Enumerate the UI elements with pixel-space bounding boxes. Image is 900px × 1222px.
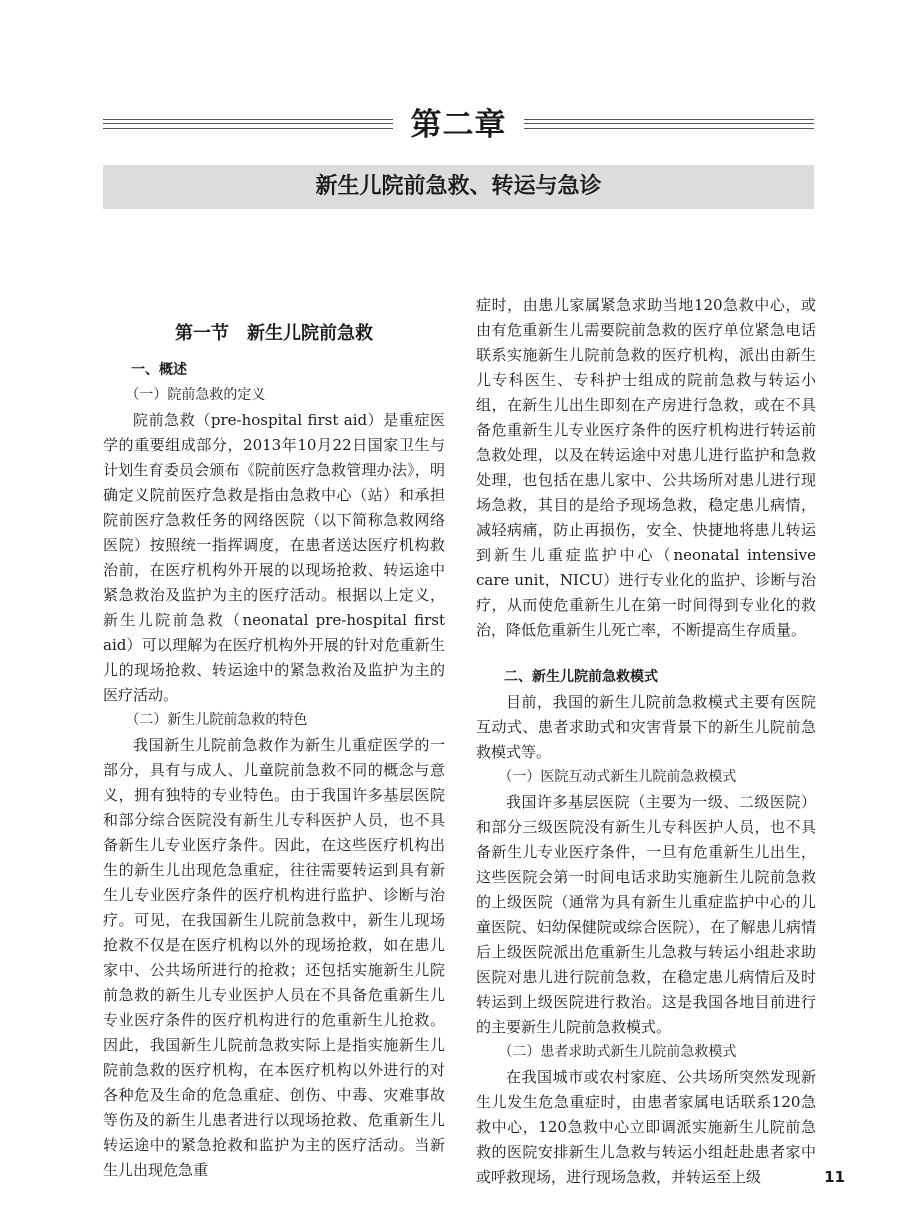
paragraph-modes: 目前，我国的新生儿院前急救模式主要有医院互动式、患者求助式和灾害背景下的新生儿院前急救模式等。 xyxy=(476,693,816,761)
decorative-rule-right xyxy=(524,119,814,129)
section-title: 第一节 新生儿院前急救 xyxy=(175,323,373,344)
paragraph-features: 我国新生儿院前急救作为新生儿重症医学的一部分，具有与成人、儿童院前急救不同的概念与意义，拥有独特的专业特色。由于我国许多基层医院和部分综合医院没有新生儿专科医护人员，也不具备新生儿专业医疗条件。因此，在这些医疗机构出生的新生儿出现危急重症，往往需要转运到具有新生儿专业医疗条件的医疗机构进行监护、诊断与治疗。可见，在我国新生儿院前急救中，新生儿现场抢救不仅是在医疗机构以外的现场抢救，如在患儿家中、公共场所进行的抢救；还包括实施新生儿院前急救的新生儿专业医护人员在不具备危重新生儿专业医疗条件的医疗机构进行的危重新生儿抢救。因此，我国新生儿院前急救实际上是指实施新生儿院前急救的医疗机构，在本医疗机构以外进行的对各种危及生命的危急重症、创伤、中毒、灾难事故等伤及的新生儿患者进行以现场抢救、危重新生儿转运途中的紧急抢救和监护为主的医疗活动。当新生儿出现危急重 xyxy=(103,736,445,1179)
heading-definition: （一）院前急救的定义 xyxy=(125,387,266,403)
right-column xyxy=(476,293,816,1190)
heading-modes: 二、新生儿院前急救模式 xyxy=(504,669,658,685)
paragraph-hospital-mode: 我国许多基层医院（主要为一级、二级医院）和部分三级医院没有新生儿专科医护人员，也不具备新生儿专业医疗条件，一旦有危重新生儿出生，这些医院会第一时间电话求助实施新生儿院前急救的上级医院（通常为具有新生儿重症监护中心的儿童医院、妇幼保健院或综合医院），在了解患儿病情后上级医院派出危重新生儿急救与转运小组赴求助医院对患儿进行院前急救，在稳定患儿病情后及时转运到上级医院进行救治。这是我国各地目前进行的主要新生儿院前急救模式。 xyxy=(476,793,816,1036)
page-number: 11 xyxy=(824,1168,845,1186)
left-column xyxy=(103,290,445,1183)
paragraph-patient-mode: 在我国城市或农村家庭、公共场所突然发现新生儿发生危急重症时，由患者家属电话联系120急救中心，120急救中心立即调派实施新生儿院前急救的医院安排新生儿急救与转运小组赶赴患者家中或呼救现场，进行现场急救，并转运至上级 xyxy=(476,1068,816,1186)
chapter-heading xyxy=(103,103,814,147)
paragraph-continued: 症时，由患儿家属紧急求助当地120急救中心，或由有危重新生儿需要院前急救的医疗单位紧急电话联系实施新生儿院前急救的医疗机构，派出由新生儿专科医生、专科护士组成的院前急救与转运小组，在新生儿出生即刻在产房进行急救，或在不具备危重新生儿专业医疗条件的医疗机构进行转运前急救处理，以及在转运途中对患儿进行监护和急救处理，也包括在患儿家中、公共场所对患儿进行现场急救，其目的是给予现场急救，稳定患儿病情，减轻病痛，防止再损伤，安全、快捷地将患儿转运到新生儿重症监护中心（neonatal intensive care unit，NICU）进行专业化的监护、诊断与治疗，从而使危重新生儿在第一时间得到专业化的救治，降低危重新生儿死亡率，不断提高生存质量。 xyxy=(476,296,816,639)
chapter-subtitle: 新生儿院前急救、转运与急诊 xyxy=(103,165,814,209)
heading-hospital-mode: （一）医院互动式新生儿院前急救模式 xyxy=(498,769,737,785)
decorative-rule-left xyxy=(103,119,393,129)
chapter-title: 第二章 xyxy=(410,107,507,143)
heading-overview: 一、概述 xyxy=(131,362,187,378)
heading-features: （二）新生儿院前急救的特色 xyxy=(125,712,308,728)
paragraph-definition: 院前急救（pre-hospital first aid）是重症医学的重要组成部分，2013年10月22日国家卫生与计划生育委员会颁布《院前医疗急救管理办法》，明确定义院前医疗急救是指由急救中心（站）和承担院前医疗急救任务的网络医院（以下简称急救网络医院）按照统一指挥调度，在患者送达医疗机构救治前，在医疗机构外开展的以现场抢救、转运途中紧急救治及监护为主的医疗活动。根据以上定义，新生儿院前急救（neonatal pre-hospital first aid）可以理解为在医疗机构外开展的针对危重新生儿的现场抢救、转运途中的紧急救治及监护为主的医疗活动。 xyxy=(103,411,445,704)
heading-patient-mode: （二）患者求助式新生儿院前急救模式 xyxy=(498,1044,737,1060)
